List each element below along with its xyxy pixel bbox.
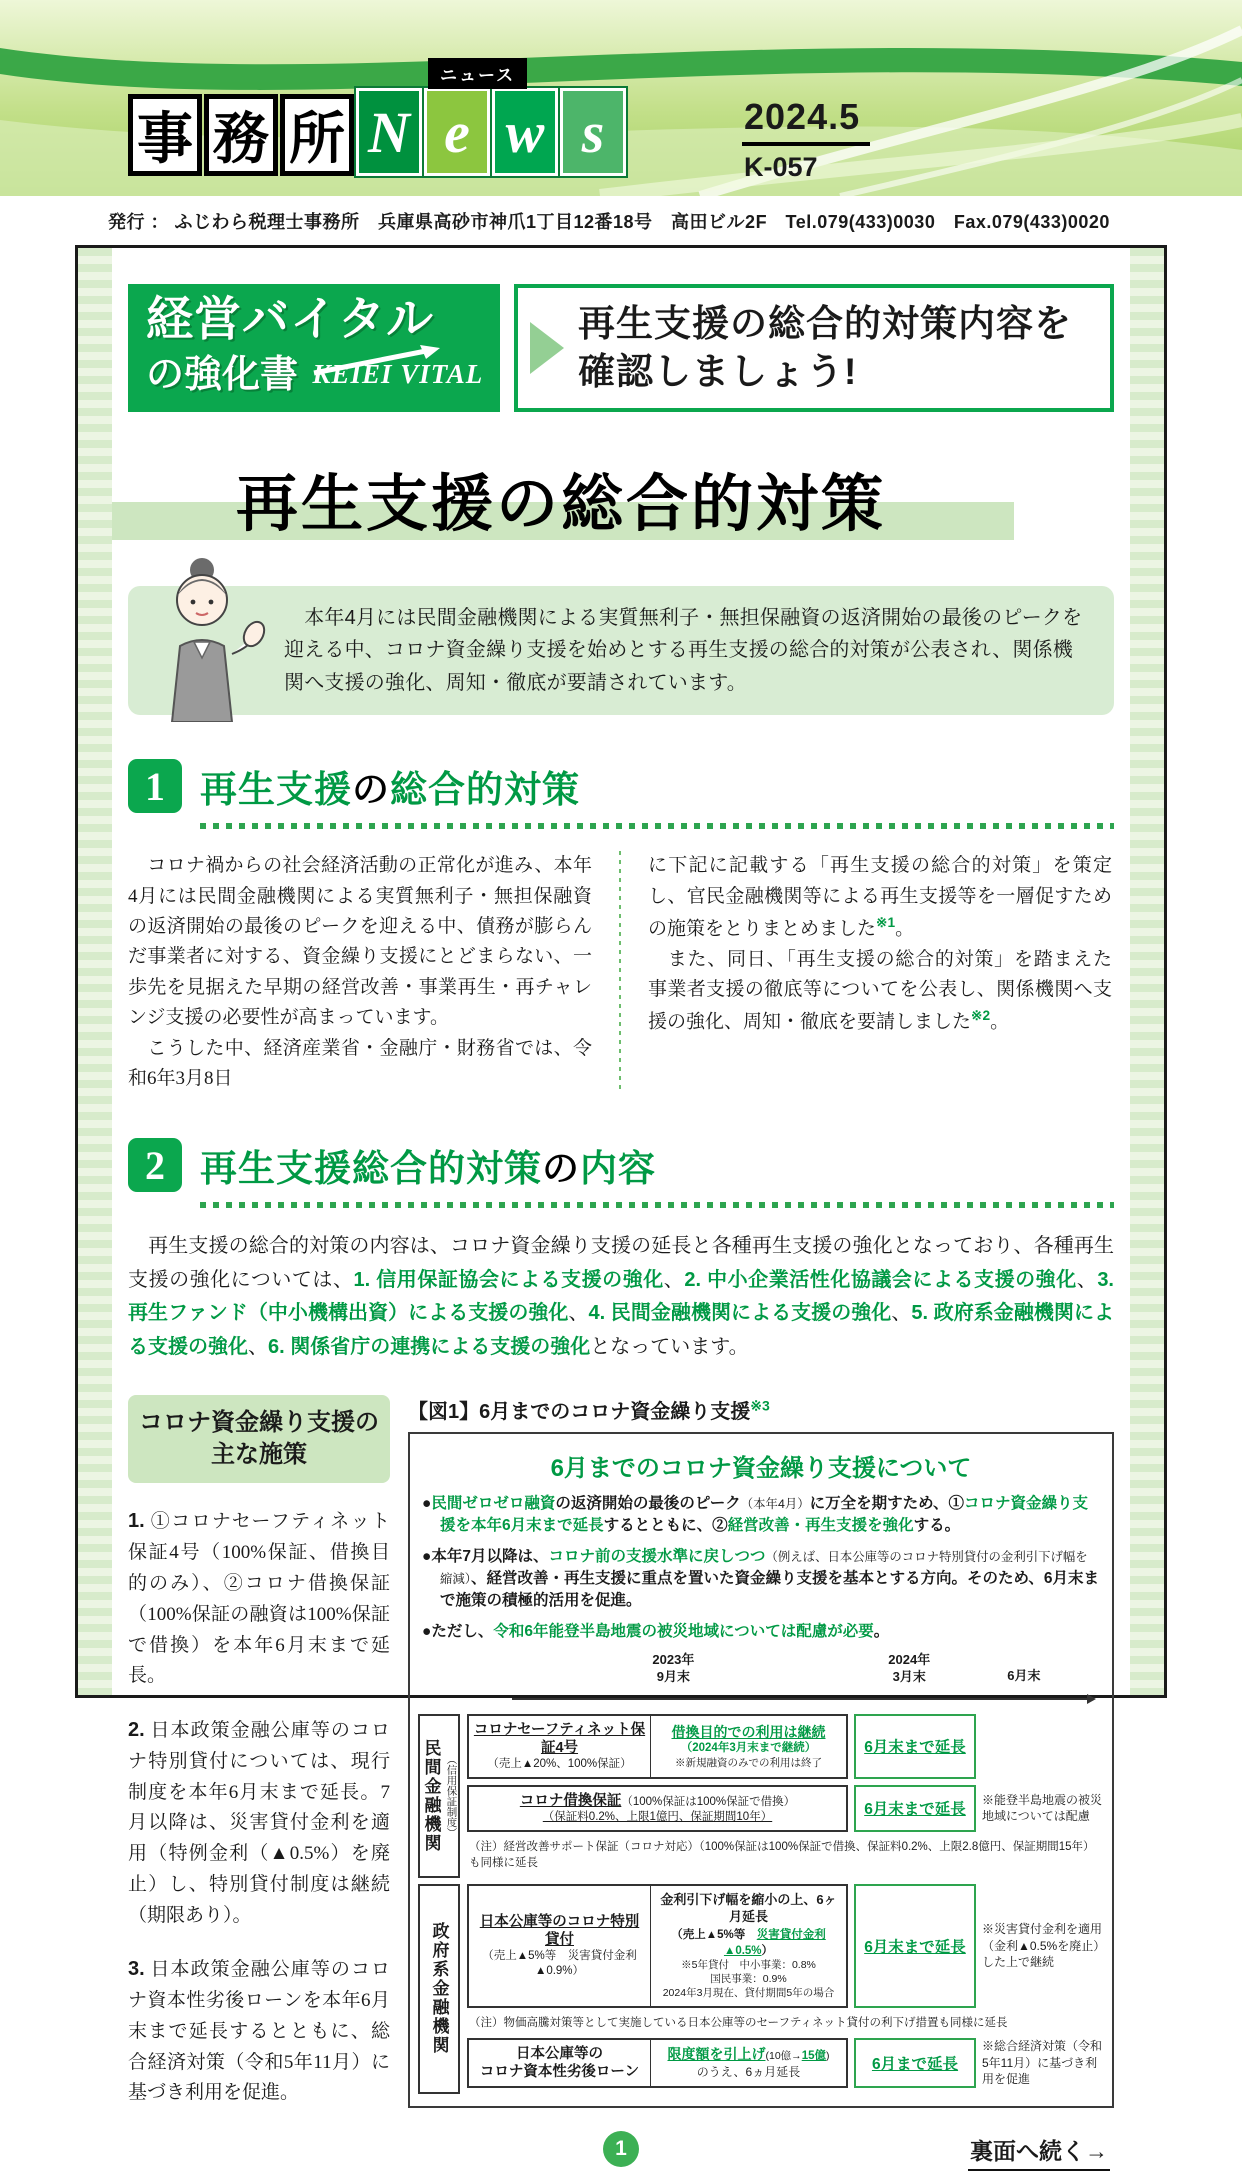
logo-kanji-box: 所 — [280, 94, 354, 176]
intro-box — [128, 586, 1114, 715]
section2-paragraph: 再生支援の総合的対策の内容は、コロナ資金繰り支援の延長と各種再生支援の強化となっており、各種再生支援の強化については、1. 信用保証協会による支援の強化、2. 中小企業活性化協議会による支援の強化、3. 再生ファンド（中小機構出資）による支援の強化、4. 民間金融機関による支援の強化、5. 政府系金融機関による支援の強化、6. 関係省庁の連携による支援の強化となっています。 — [128, 1235, 1114, 1359]
bullet-item: ●本年7月以降は、コロナ前の支援水準に戻しつつ（例えば、日本公庫等のコロナ特別貸付の金利引下げ幅を縮減）、経営改善・再生支援に重点を置いた資金繰り支援を基本とする方向。そのため、6月末まで施策の積極的活用を促進。 — [422, 1547, 1099, 1609]
status-badge: 6月末まで延長 — [854, 1785, 976, 1832]
logo-news-letter: e — [424, 88, 490, 176]
sidebar — [128, 1395, 390, 2110]
table-row-special-loan: 日本公庫等のコロナ特別貸付 （売上▲5%等 災害貸付金利▲0.9%） 金利引下げ幅を縮小の上、6ヶ月延長 （売上▲5%等 災害貸付金利▲0.5%） ※5年貸付 中小事業：0.8% 国民事業：0.9% 2024年3月現在、貸付期間5年の場合 6月末まで延長 ※災害貸付金利を適用（金利▲0.5%を廃止）した上で継続 — [467, 1884, 1104, 2008]
issue-block — [742, 96, 870, 183]
page-number-badge: 1 — [603, 2131, 639, 2167]
timeline-axis — [512, 1698, 1094, 1700]
group-label: 民間金融機関 （信用保証制度） — [418, 1714, 460, 1878]
row-note: ※災害貸付金利を適用（金利▲0.5%を廃止）した上で継続 — [982, 1922, 1103, 1969]
presenter-illustration — [144, 554, 270, 722]
row-note: ※総合経済対策（令和5年11月）に基づき利用を促進 — [982, 2039, 1103, 2086]
keiei-vital-logo: KEIEI VITAL — [312, 359, 483, 390]
section1-column-left: コロナ禍からの社会経済活動の正常化が進み、本年4月には民間金融機関による実質無利子・無担保融資の返済開始の最後のピークを迎える中、債務が膨らんだ事業者に対する、資金繰り支援にとどまらない、一歩先を見据えた早期の経営改善・事業再生・再チャレンジ支援の必要性が高まっています。 こうした中、経済産業省・金融庁・財務省では、令和6年3月8日 — [128, 855, 592, 1089]
row-note: ※能登半島地震の被災地域については配慮 — [982, 1793, 1103, 1824]
figure-bullets — [422, 1493, 1100, 1643]
banner-headline-box — [514, 284, 1114, 412]
figure1 — [408, 1395, 1114, 2110]
section2-title: 再生支援総合的対策の内容 — [200, 1148, 656, 1190]
group-label: 政府系金融機関 — [418, 1884, 460, 2094]
page-header — [0, 0, 1242, 245]
section1-body — [128, 851, 1114, 1094]
arrow-icon — [308, 343, 458, 377]
continue-notice: 裏面へ続く→ — [968, 2133, 1110, 2171]
series-title-line2: の強化書 — [146, 354, 299, 397]
group2-note: （注）物価高騰対策等として実施している日本公庫等のセーフティネット貸付の利下げ措置も同様に延長 — [469, 2016, 1008, 2029]
table-group-private-banks — [418, 1714, 1104, 1878]
table-group-government-banks — [418, 1884, 1104, 2094]
series-logo-box — [128, 284, 500, 412]
logo-kanji-box: 務 — [204, 94, 278, 176]
status-badge: 6月まで延長 — [854, 2038, 976, 2088]
section1-title: 再生支援の総合的対策 — [200, 769, 580, 811]
sidebar-item: 3. 日本政策金融公庫等のコロナ資本性劣後ローンを本年6月末まで延長するとともに、総合経済対策（令和5年11月）に基づき利用を促進。 — [128, 1958, 390, 2104]
logo-ruby-label: ニュース — [428, 58, 527, 89]
bottom-area — [128, 1395, 1114, 2110]
content-area — [128, 248, 1114, 2165]
series-banner — [128, 284, 1114, 412]
status-badge: 6月末まで延長 — [854, 1884, 976, 2008]
triangle-arrow-icon — [530, 322, 564, 374]
table-row-safetynet4: コロナセーフティネット保証4号 （売上▲20%、100%保証） 借換目的での利用は継続 （2024年3月末まで継続） ※新規融資のみでの利用は終了 6月末まで延長 — [467, 1714, 1104, 1779]
bullet-item: ●民間ゼロゼロ融資の返済開始の最後のピーク（本年4月）に万全を期すため、①コロナ資金繰り支援を本年6月末まで延長するとともに、②経営改善・再生支援を強化する。 — [422, 1494, 1089, 1534]
table-row-subordinated-loan: 日本公庫等の コロナ資本性劣後ローン 限度額を引上げ(10億→15億) のうえ、6ヵ月延長 6月まで延長 ※総合経済対策（令和5年11月）に基づき利用を促進 — [467, 2038, 1104, 2088]
sidebar-title: コロナ資金繰り支援の 主な施策 — [128, 1395, 390, 1484]
dotted-divider — [200, 823, 1114, 829]
intro-text: 本年4月には民間金融機関による実質無利子・無担保融資の返済開始の最後のピークを迎える中、コロナ資金繰り支援を始めとする再生支援の総合的対策が公表され、関係機関へ支援の強化、周知・徹底が要請されています。 — [284, 607, 1083, 694]
group1-note: （注）経営改善サポート保証（コロナ対応）（100%保証は100%保証で借換、保証料0.2%、上限2.8億円、保証期間15年）も同様に延長 — [469, 1840, 1095, 1869]
status-badge: 6月末まで延長 — [854, 1714, 976, 1779]
logo-news-letter: N — [356, 88, 422, 176]
bullet-item: ●ただし、令和6年能登半島地震の被災地域については配慮が必要。 — [422, 1622, 890, 1640]
page-title: 再生支援の総合的対策 — [236, 470, 887, 539]
main-title-block — [128, 454, 1114, 546]
sidebar-item: 2. 日本政策金融公庫等のコロナ特別貸付については、現行制度を本年6月末まで延長。7月以降は、災害貸付金利を適用（特例金利（▲0.5%）を廃止）し、特別貸付制度は継続（期限あり）。 — [128, 1719, 390, 1926]
column-divider — [619, 851, 621, 1094]
logo-kanji-box: 事 — [128, 94, 202, 176]
section2-heading — [128, 1138, 1114, 1192]
table-row-refinance-guarantee: コロナ借換保証（100%保証は100%保証で借換） （保証料0.2%、上限1億円、保証期間10年） 6月末まで延長 ※能登半島地震の被災地域については配慮 — [467, 1785, 1104, 1832]
section1-number-badge: 1 — [128, 759, 182, 813]
banner-headline: 再生支援の総合的対策内容を 確認しましょう! — [578, 302, 1072, 392]
section2-number-badge: 2 — [128, 1138, 182, 1192]
sidebar-item: 1. ①コロナセーフティネット保証4号（100%保証、借換目的のみ）、②コロナ借換保証（100%保証の融資は100%保証で借換）を本年6月末まで延長。 — [128, 1510, 390, 1687]
timeline-label-june: 6月末 — [1007, 1667, 1041, 1683]
issue-code: K-057 — [744, 152, 818, 182]
content-frame — [75, 245, 1167, 2165]
timeline-label-2024-03: 2024年 3月末 — [888, 1651, 931, 1684]
timeline-label-2023-09: 2023年 9月末 — [652, 1651, 695, 1684]
left-stripe-decoration — [78, 248, 112, 1695]
newsletter-logo — [128, 66, 628, 176]
figure-box — [408, 1432, 1114, 2108]
logo-news-letter: w — [492, 88, 558, 176]
series-title-line1: 経営バイタル — [146, 292, 434, 345]
page-footer — [128, 2131, 1114, 2171]
publisher-bar — [0, 196, 1242, 245]
section1-heading — [128, 759, 1114, 813]
logo-news-letter: s — [560, 88, 626, 176]
figure-caption: 【図1】6月までのコロナ資金繰り支援$^{※3}$ — [408, 1397, 770, 1423]
dotted-divider — [200, 1202, 1114, 1208]
publisher-line: 発行 ： ふじわら税理士事務所 兵庫県高砂市神爪1丁目12番18号 高田ビル2F Tel.079(433)0030 Fax.079(433)0020 — [108, 211, 1110, 232]
issue-date: 2024.5 — [742, 96, 870, 146]
figure-title: 6月までのコロナ資金繰り支援について — [550, 1454, 972, 1482]
section1-column-right: に下記に記載する「再生支援の総合的対策」を策定し、官民金融機関等による再生支援等を一層促すための施策をとりまとめました$^{※1}$。 また、同日、「再生支援の総合的対策」を踏まえた事業者支援の徹底等についてを公表し、関係機関へ支援の強化、周知・徹底を要請しました$^{※2}$。 — [648, 855, 1112, 1033]
timeline — [424, 1652, 1098, 1708]
right-stripe-decoration — [1130, 248, 1164, 1695]
